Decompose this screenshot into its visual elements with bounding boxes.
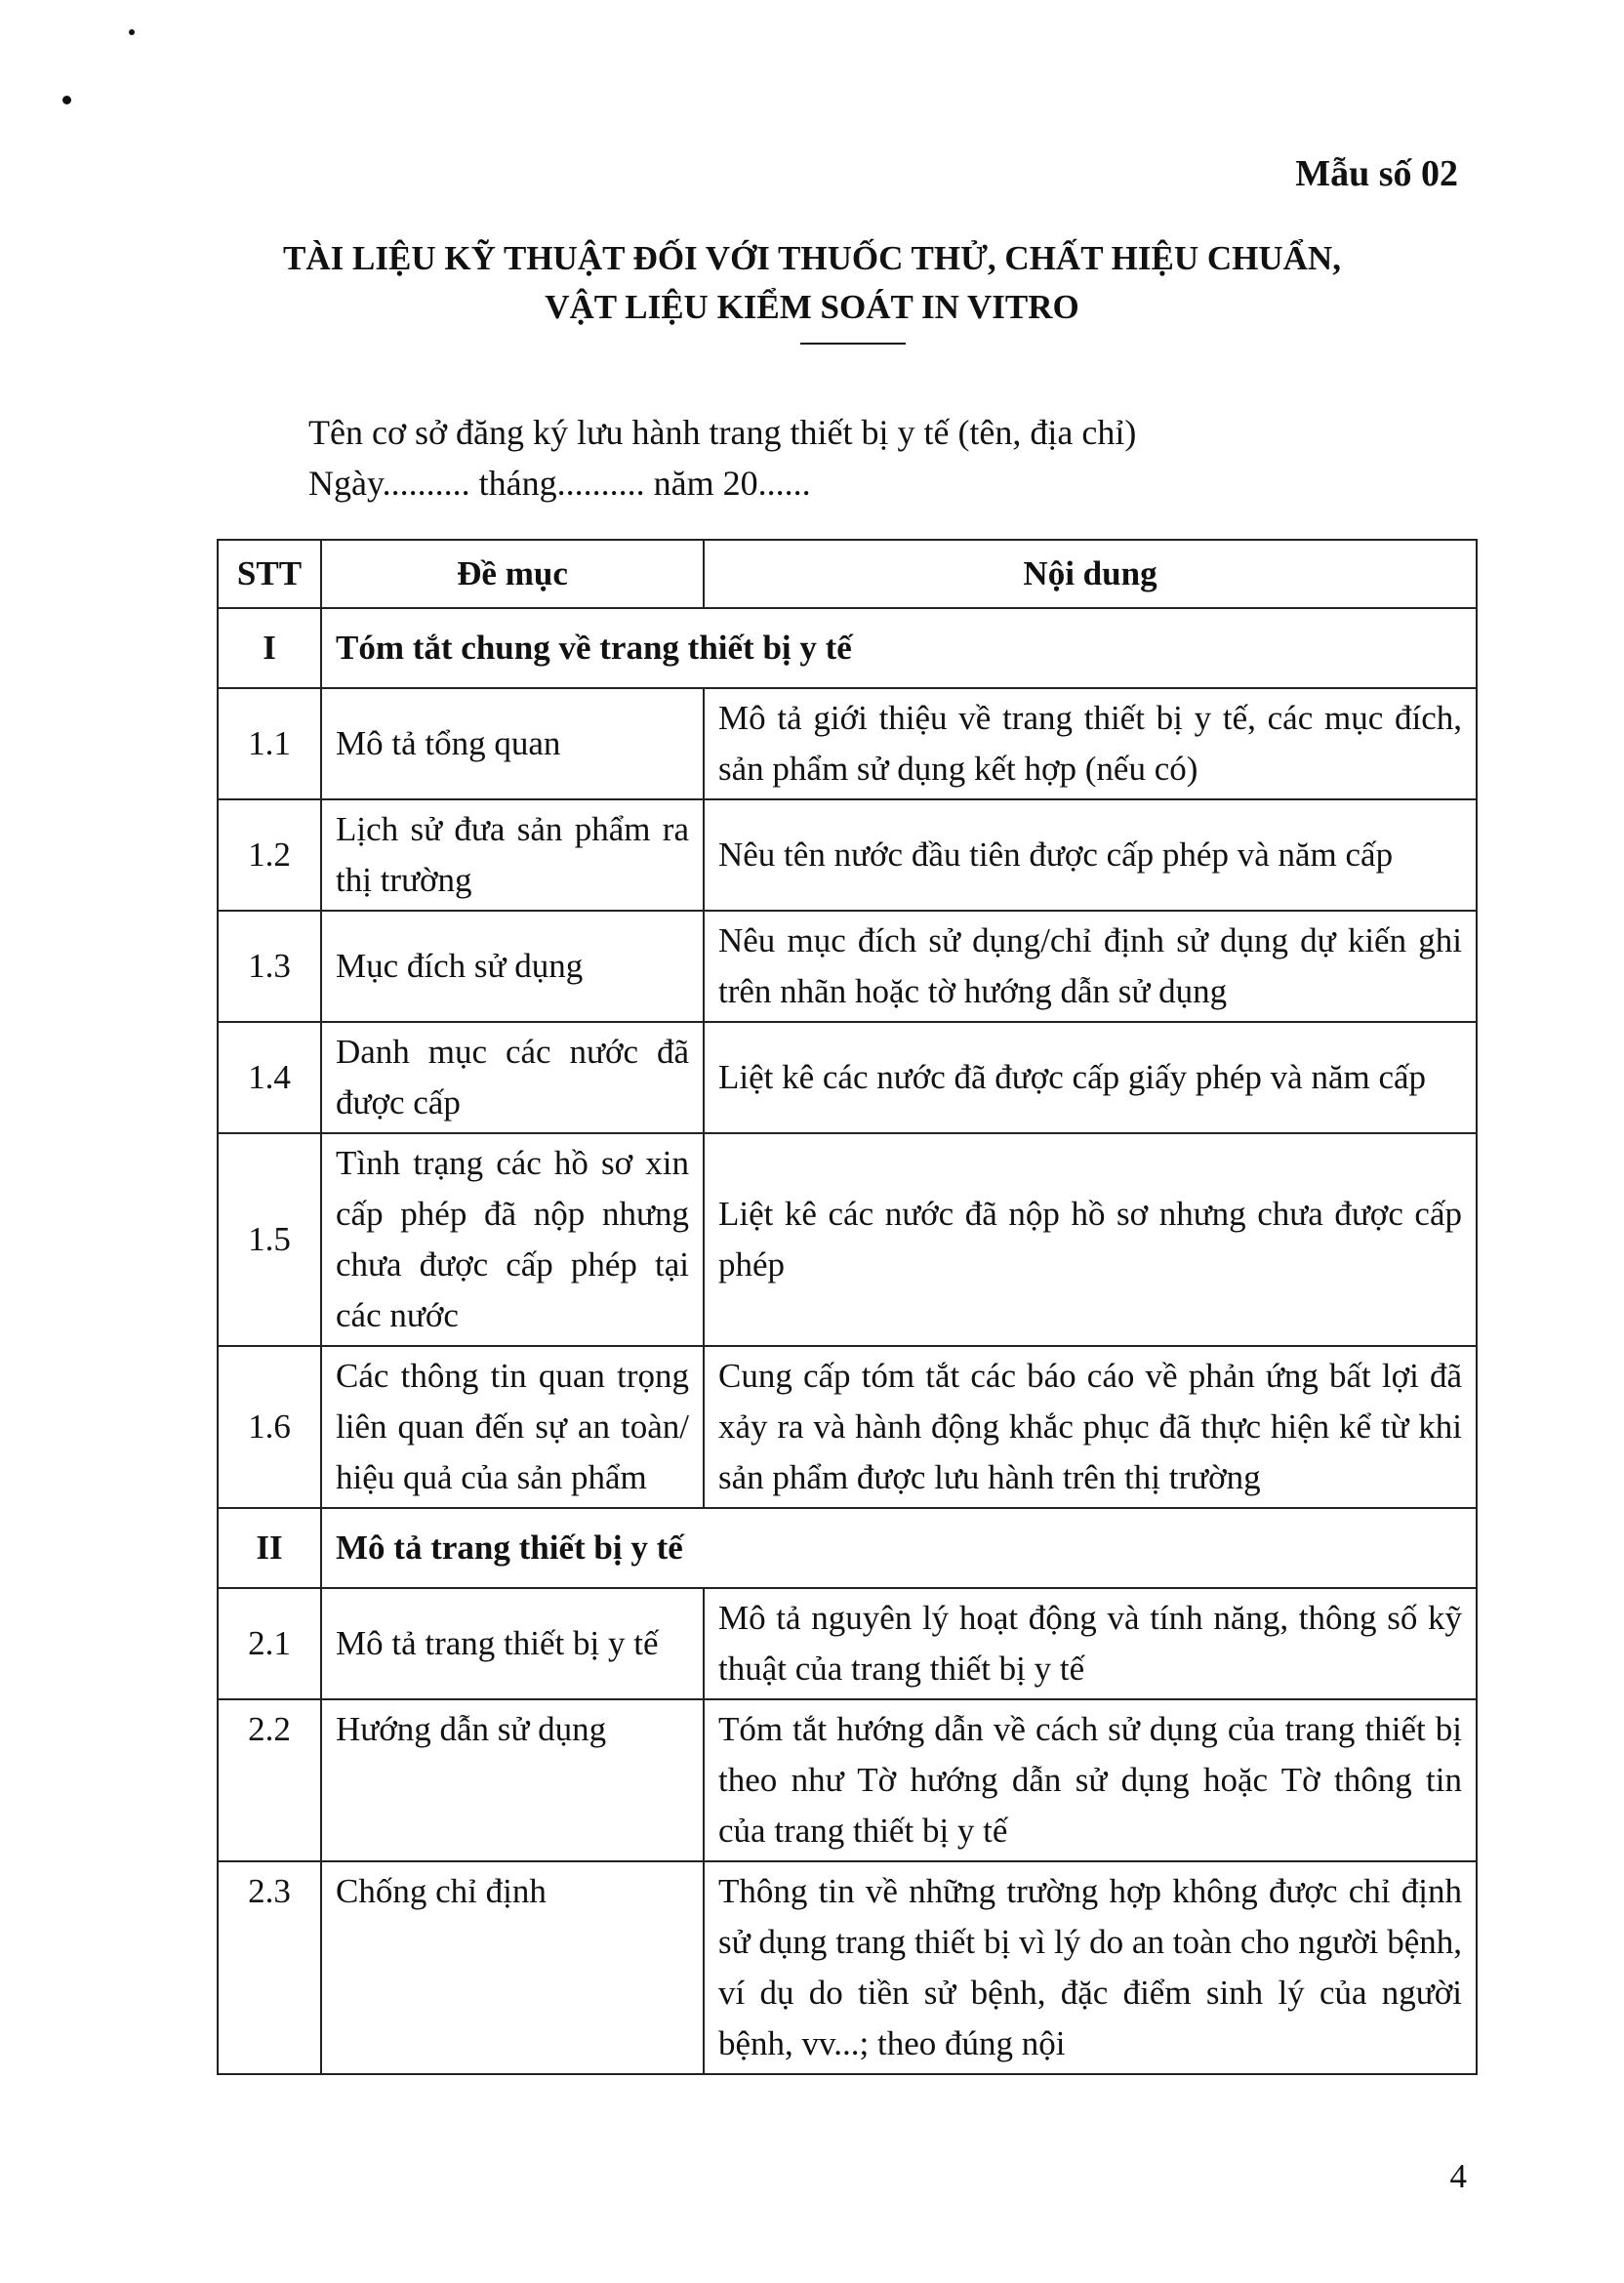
row-item: Hướng dẫn sử dụng: [321, 1699, 704, 1861]
row-item: Lịch sử đưa sản phẩm ra thị trường: [321, 799, 704, 911]
row-stt: 1.5: [218, 1133, 321, 1346]
document-meta: [308, 407, 1136, 509]
section-title: Tóm tắt chung về trang thiết bị y tế: [321, 608, 1477, 688]
row-stt: 1.4: [218, 1022, 321, 1133]
section-number: I: [218, 608, 321, 688]
table-row: [218, 1861, 1477, 2074]
section-number: II: [218, 1508, 321, 1588]
row-stt: 2.1: [218, 1588, 321, 1699]
row-content: Nêu mục đích sử dụng/chỉ định sử dụng dự kiến ghi trên nhãn hoặc tờ hướng dẫn sử dụng: [704, 911, 1477, 1022]
row-item: Các thông tin quan trọng liên quan đến sự an toàn/ hiệu quả của sản phẩm: [321, 1346, 704, 1508]
table-row: [218, 1022, 1477, 1133]
table-row: [218, 1699, 1477, 1861]
row-stt: 1.6: [218, 1346, 321, 1508]
title-underline: [800, 343, 906, 345]
section-row: [218, 608, 1477, 688]
row-content: Liệt kê các nước đã nộp hồ sơ nhưng chưa được cấp phép: [704, 1133, 1477, 1346]
row-stt: 1.3: [218, 911, 321, 1022]
table-header-row: [218, 540, 1477, 608]
document-title: [0, 234, 1624, 332]
table-row: [218, 799, 1477, 911]
row-item: Mô tả tổng quan: [321, 688, 704, 799]
row-item: Mô tả trang thiết bị y tế: [321, 1588, 704, 1699]
table-row: [218, 1588, 1477, 1699]
title-line-2: VẬT LIỆU KIỂM SOÁT IN VITRO: [545, 288, 1079, 326]
table-row: [218, 1346, 1477, 1508]
row-stt: 2.3: [218, 1861, 321, 2074]
header-stt: STT: [218, 540, 321, 608]
row-item: Tình trạng các hồ sơ xin cấp phép đã nộp nhưng chưa được cấp phép tại các nước: [321, 1133, 704, 1346]
row-content: Nêu tên nước đầu tiên được cấp phép và năm cấp: [704, 799, 1477, 911]
section-title: Mô tả trang thiết bị y tế: [321, 1508, 1477, 1588]
row-item: Danh mục các nước đã được cấp: [321, 1022, 704, 1133]
scan-speck-1: [129, 29, 135, 35]
row-stt: 1.1: [218, 688, 321, 799]
row-content: Liệt kê các nước đã được cấp giấy phép và năm cấp: [704, 1022, 1477, 1133]
title-line-1: TÀI LIỆU KỸ THUẬT ĐỐI VỚI THUỐC THỬ, CHẤT HIỆU CHUẨN,: [283, 239, 1341, 277]
table-row: [218, 1133, 1477, 1346]
date-line: Ngày.......... tháng.......... năm 20......: [308, 464, 811, 503]
row-item: Chống chỉ định: [321, 1861, 704, 2074]
row-item: Mục đích sử dụng: [321, 911, 704, 1022]
row-content: Tóm tắt hướng dẫn về cách sử dụng của trang thiết bị theo như Tờ hướng dẫn sử dụng hoặc Tờ thông tin của trang thiết bị y tế: [704, 1699, 1477, 1861]
registrant-line: Tên cơ sở đăng ký lưu hành trang thiết bị y tế (tên, địa chỉ): [308, 413, 1137, 452]
table-row: [218, 911, 1477, 1022]
header-content: Nội dung: [704, 540, 1477, 608]
table-row: [218, 688, 1477, 799]
scan-speck-2: [62, 96, 71, 104]
row-stt: 1.2: [218, 799, 321, 911]
row-content: Mô tả nguyên lý hoạt động và tính năng, thông số kỹ thuật của trang thiết bị y tế: [704, 1588, 1477, 1699]
page-number: 4: [1449, 2157, 1467, 2195]
row-stt: 2.2: [218, 1699, 321, 1861]
row-content: Thông tin về những trường hợp không được chỉ định sử dụng trang thiết bị vì lý do an toàn cho người bệnh, ví dụ do tiền sử bệnh, đặc điểm sinh lý của người bệnh, vv...; theo đúng nội: [704, 1861, 1477, 2074]
technical-document-table: [217, 539, 1478, 2075]
section-row: [218, 1508, 1477, 1588]
row-content: Cung cấp tóm tắt các báo cáo về phản ứng bất lợi đã xảy ra và hành động khắc phục đã thực hiện kể từ khi sản phẩm được lưu hành trên thị trường: [704, 1346, 1477, 1508]
header-item: Đề mục: [321, 540, 704, 608]
row-content: Mô tả giới thiệu về trang thiết bị y tế, các mục đích, sản phẩm sử dụng kết hợp (nếu có): [704, 688, 1477, 799]
form-number: Mẫu số 02: [1295, 153, 1458, 194]
